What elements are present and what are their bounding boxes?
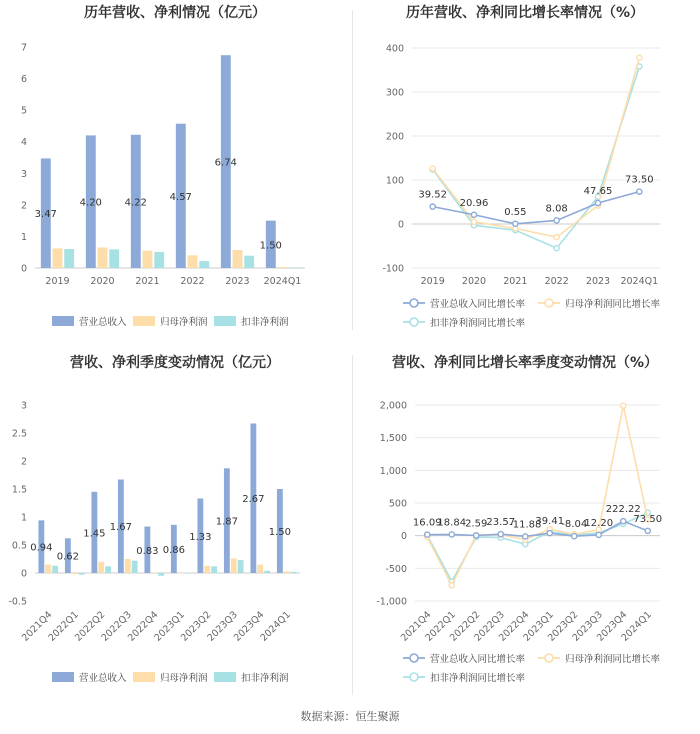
divider-top	[352, 10, 353, 330]
legend-label: 营业总收入	[79, 317, 127, 328]
bar-1-8	[257, 565, 263, 573]
data-label: 12.20	[584, 517, 614, 529]
annual-revenue-profit-bar-chart	[0, 0, 350, 345]
data-label: 8.08	[545, 203, 568, 215]
legend-label: 归母净利润同比增长率	[565, 654, 661, 665]
y-tick-label: 2	[20, 200, 27, 212]
bar-2-2	[105, 566, 111, 573]
data-label: 4.20	[79, 197, 102, 209]
data-label: 73.50	[633, 513, 663, 525]
y-tick-label: 5	[20, 105, 27, 117]
y-tick-label: 1,000	[379, 465, 407, 477]
point-0-3	[554, 218, 559, 223]
point-0-2	[513, 221, 518, 226]
x-tick-label: 2021Q4	[19, 609, 55, 644]
legend-marker	[410, 654, 418, 662]
point-2-3	[554, 246, 559, 251]
data-label: 1.87	[215, 516, 238, 528]
bar-2-3	[199, 261, 209, 268]
y-tick-label: 0	[400, 531, 407, 543]
data-label: 0.86	[162, 544, 185, 556]
data-label: 18.84	[437, 517, 467, 529]
bar-2-3	[132, 561, 138, 573]
point-0-6	[572, 534, 577, 539]
data-label: 4.22	[124, 197, 147, 209]
y-tick-label: 0	[20, 568, 27, 580]
bar-1-3	[188, 255, 198, 268]
point-0-3	[498, 532, 503, 537]
point-0-4	[595, 200, 600, 205]
legend-label: 扣非净利润	[241, 317, 289, 328]
series-line-2	[433, 66, 640, 248]
x-tick-label: 2023	[225, 276, 250, 287]
bar-1-4	[151, 572, 157, 573]
x-tick-label: 2024Q1	[263, 276, 302, 287]
y-tick-label: -1,000	[376, 596, 407, 608]
quarterly-revenue-profit-bar-chart	[0, 345, 350, 705]
bar-2-1	[109, 249, 119, 268]
bar-1-2	[143, 251, 153, 268]
data-label: 2.59	[465, 518, 488, 530]
bar-1-7	[231, 558, 237, 573]
bar-2-7	[238, 560, 244, 573]
y-tick-label: -0.5	[8, 596, 27, 608]
y-tick-label: 0	[397, 219, 404, 231]
x-tick-label: 2024Q1	[258, 609, 293, 644]
legend-label: 扣非净利润	[241, 673, 289, 684]
legend-marker	[545, 654, 553, 662]
chart-title: 营收、净利同比增长率季度变动情况（%）	[391, 355, 659, 371]
data-label: 4.57	[169, 191, 192, 203]
y-tick-label: 1.5	[11, 484, 27, 496]
x-tick-label: 2022Q2	[72, 609, 108, 644]
data-label: -11.88	[509, 519, 542, 531]
data-label: 23.57	[486, 517, 516, 529]
bar-1-5	[278, 267, 288, 268]
legend-label: 扣非净利润同比增长率	[430, 318, 526, 329]
legend-swatch	[52, 672, 74, 682]
point-0-0	[425, 532, 430, 537]
y-tick-label: 6	[20, 74, 27, 86]
x-tick-label: 2023Q4	[594, 609, 630, 644]
y-tick-label: 2	[20, 456, 27, 468]
data-label: 222.22	[605, 504, 641, 516]
bar-2-8	[264, 571, 270, 573]
y-tick-label: 2.5	[11, 428, 27, 440]
x-tick-label: 2021Q4	[398, 609, 434, 644]
bar-2-2	[154, 252, 164, 268]
point-1-1	[471, 219, 476, 224]
legend-label: 营业总收入同比增长率	[430, 654, 526, 665]
data-label: 1.45	[83, 528, 106, 540]
data-label: 0.62	[56, 551, 79, 563]
bar-1-0	[53, 248, 63, 268]
data-label: 0.94	[30, 542, 53, 554]
point-0-5	[637, 189, 642, 194]
data-label: 0.55	[504, 206, 527, 218]
bar-1-4	[233, 250, 243, 268]
data-label: 39.41	[535, 516, 565, 528]
annual-growth-line-chart	[350, 0, 700, 345]
y-tick-label: 4	[20, 137, 27, 149]
x-tick-label: 2023Q2	[178, 609, 214, 644]
bar-2-4	[244, 256, 254, 268]
bar-1-9	[284, 571, 290, 573]
x-tick-label: 2024Q1	[619, 609, 654, 644]
point-0-1	[471, 212, 476, 217]
data-label: 39.52	[418, 189, 447, 201]
legend-marker	[410, 673, 418, 681]
y-tick-label: 1,500	[379, 433, 407, 445]
data-label: 20.96	[459, 197, 489, 209]
legend-label: 归母净利润	[160, 317, 208, 328]
legend-swatch	[214, 316, 236, 326]
data-label: 73.50	[625, 174, 654, 186]
y-tick-label: 3	[20, 168, 27, 180]
bar-2-9	[291, 572, 297, 573]
y-tick-label: 400	[385, 43, 404, 55]
y-tick-label: 0.5	[11, 540, 27, 552]
y-tick-label: 200	[385, 131, 404, 143]
x-tick-label: 2020	[461, 276, 487, 287]
bar-2-0	[52, 566, 58, 573]
bar-1-1	[72, 573, 78, 574]
point-0-1	[449, 532, 454, 537]
data-label: -8.04	[561, 519, 588, 531]
chart-title: 营收、净利季度变动情况（亿元）	[70, 355, 280, 371]
point-0-5	[547, 530, 552, 535]
legend-label: 营业总收入	[79, 673, 127, 684]
data-label: 0.83	[136, 545, 159, 557]
x-tick-label: 2023Q1	[152, 609, 187, 644]
x-tick-label: 2022	[180, 276, 205, 287]
data-label: 1.33	[189, 531, 212, 543]
x-tick-label: 2022Q1	[423, 609, 458, 644]
y-tick-label: 100	[385, 175, 404, 187]
point-0-4	[523, 534, 528, 539]
data-label: 47.65	[583, 186, 613, 198]
x-tick-label: 2022Q2	[447, 609, 483, 644]
x-tick-label: 2021	[135, 276, 160, 287]
bar-1-2	[98, 562, 104, 573]
bar-1-6	[204, 566, 210, 573]
legend-swatch	[52, 316, 74, 326]
bar-1-1	[98, 247, 108, 268]
point-0-7	[596, 532, 601, 537]
y-tick-label: 500	[388, 498, 407, 510]
bar-2-1	[79, 573, 85, 575]
x-tick-label: 2019	[420, 276, 445, 287]
x-tick-label: 2022Q4	[125, 609, 161, 644]
y-tick-label: 1	[20, 231, 27, 243]
x-tick-label: 2023Q3	[205, 609, 240, 644]
legend-swatch	[214, 672, 236, 682]
bar-2-0	[64, 249, 74, 268]
point-1-0	[430, 166, 435, 171]
x-tick-label: 2023Q4	[231, 609, 267, 644]
data-label: 1.67	[109, 522, 132, 534]
legend-marker	[410, 318, 418, 326]
data-label: 3.47	[34, 209, 57, 221]
x-tick-label: 2019	[45, 276, 70, 287]
y-tick-label: 3	[20, 400, 27, 412]
bar-2-6	[211, 566, 217, 573]
data-source-note: 数据来源：恒生聚源	[300, 710, 400, 723]
series-line-1	[427, 406, 648, 586]
bar-2-4	[158, 573, 164, 576]
chart-title: 历年营收、净利情况（亿元）	[84, 5, 266, 21]
x-tick-label: 2023	[585, 276, 611, 287]
y-tick-label: 7	[20, 42, 27, 54]
point-0-0	[430, 204, 435, 209]
legend-label: 归母净利润同比增长率	[565, 299, 661, 310]
x-tick-label: 2022Q1	[46, 609, 81, 644]
point-0-9	[645, 528, 650, 533]
point-0-8	[621, 519, 626, 524]
data-label: 2.67	[242, 494, 265, 506]
y-tick-label: 0	[20, 263, 27, 275]
bar-1-3	[125, 559, 131, 573]
x-tick-label: 2024Q1	[620, 276, 659, 287]
point-1-5	[637, 55, 642, 60]
legend-marker	[545, 299, 553, 307]
x-tick-label: 2022Q3	[472, 609, 507, 644]
point-1-1	[449, 583, 454, 588]
point-0-2	[474, 533, 479, 538]
legend-label: 扣非净利润同比增长率	[430, 673, 526, 684]
data-label: 1.50	[268, 527, 291, 538]
y-tick-label: 1	[20, 512, 27, 524]
legend-label: 营业总收入同比增长率	[430, 299, 526, 310]
divider-bottom	[352, 355, 353, 695]
chart-title: 历年营收、净利同比增长率情况（%）	[405, 5, 645, 21]
x-tick-label: 2022	[544, 276, 569, 287]
bar-2-5	[289, 267, 299, 268]
data-label: 6.74	[214, 157, 237, 169]
legend-marker	[410, 299, 418, 307]
legend-swatch	[133, 316, 155, 326]
x-tick-label: 2022Q3	[99, 609, 134, 644]
y-tick-label: -500	[385, 563, 407, 575]
x-tick-label: 2020	[90, 276, 115, 287]
bar-1-5	[178, 573, 184, 574]
y-tick-label: 300	[385, 87, 404, 99]
y-tick-label: -100	[382, 263, 404, 275]
point-1-8	[621, 403, 626, 408]
y-tick-label: 2,000	[379, 400, 407, 412]
x-tick-label: 2023Q1	[521, 609, 556, 644]
legend-label: 归母净利润	[160, 673, 208, 684]
x-tick-label: 2023Q2	[545, 609, 581, 644]
x-tick-label: 2021	[503, 276, 528, 287]
legend-swatch	[133, 672, 155, 682]
bar-1-0	[45, 565, 51, 573]
data-label: 1.50	[259, 240, 282, 252]
quarterly-growth-line-chart	[350, 345, 700, 705]
point-1-3	[554, 235, 559, 240]
x-tick-label: 2022Q4	[496, 609, 532, 644]
x-tick-label: 2023Q3	[570, 609, 605, 644]
data-label: 16.09	[412, 517, 442, 529]
bar-2-5	[185, 573, 191, 574]
